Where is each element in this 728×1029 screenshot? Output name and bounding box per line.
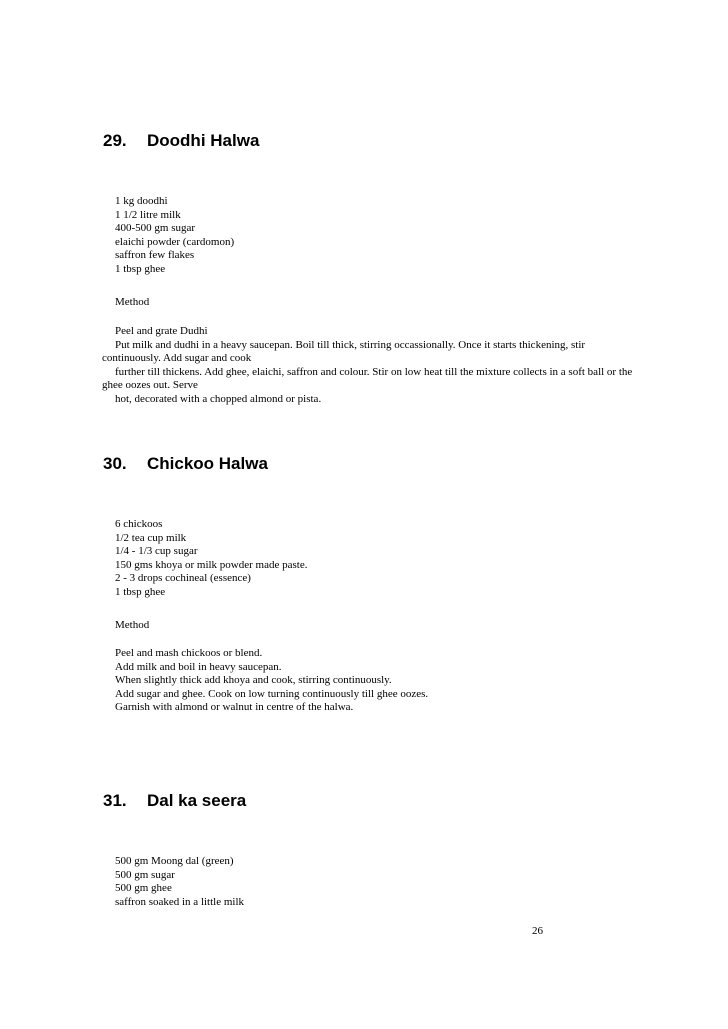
method-line: Put milk and dudhi in a heavy saucepan. Boil till thick, stirring occassionally. Once it starts thickening, stir	[115, 338, 586, 351]
ingredient: elaichi powder (cardomon)	[115, 235, 235, 248]
ingredient: 500 gm sugar	[115, 868, 175, 881]
ingredient: 1/2 tea cup milk	[115, 531, 187, 544]
ingredient-list	[115, 518, 307, 599]
ingredient: 500 gm Moong dal (green)	[115, 855, 234, 867]
ingredient-list	[115, 195, 234, 276]
method-line: Garnish with almond or walnut in centre of the halwa.	[115, 701, 354, 713]
ingredient: 1/4 - 1/3 cup sugar	[115, 545, 198, 557]
ingredient: 1 tbsp ghee	[115, 585, 166, 598]
method-line: further till thickens. Add ghee, elaichi, saffron and colour. Stir on low heat till the mixture collects in a soft ball or the	[115, 365, 633, 378]
method-line: continuously. Add sugar and cook	[102, 352, 252, 364]
method-steps	[115, 647, 428, 715]
ingredient: saffron few flakes	[115, 249, 195, 261]
recipe-title: Chickoo Halwa	[147, 454, 268, 473]
method-line: Add milk and boil in heavy saucepan.	[115, 660, 282, 673]
ingredient: 6 chickoos	[115, 518, 163, 530]
ingredient: saffron soaked in a little milk	[115, 895, 245, 908]
recipe-number: 31.	[103, 791, 127, 810]
method-line: hot, decorated with a chopped almond or pista.	[115, 392, 322, 405]
method-line: Peel and mash chickoos or blend.	[115, 647, 263, 659]
recipe-title: Dal ka seera	[147, 791, 247, 810]
method-line: ghee oozes out. Serve	[102, 379, 198, 391]
ingredient: 400-500 gm sugar	[115, 222, 196, 234]
method-label: Method	[115, 296, 150, 308]
page-number: 26	[532, 925, 543, 937]
method-steps	[102, 325, 682, 406]
ingredient: 1 kg doodhi	[115, 195, 168, 207]
method-line: Peel and grate Dudhi	[115, 325, 208, 337]
ingredient: 1 tbsp ghee	[115, 262, 166, 275]
ingredient-list	[115, 855, 244, 909]
recipe-title: Doodhi Halwa	[147, 131, 260, 150]
method-line: Add sugar and ghee. Cook on low turning continuously till ghee oozes.	[115, 687, 429, 700]
ingredient: 2 - 3 drops cochineal (essence)	[115, 572, 251, 584]
ingredient: 1 1/2 litre milk	[115, 208, 181, 221]
ingredient: 500 gm ghee	[115, 882, 172, 894]
recipe-number: 29.	[103, 131, 127, 150]
method-label: Method	[115, 619, 150, 631]
ingredient: 150 gms khoya or milk powder made paste.	[115, 558, 308, 571]
method-line: When slightly thick add khoya and cook, stirring continuously.	[115, 674, 392, 686]
recipe-number: 30.	[103, 454, 127, 473]
